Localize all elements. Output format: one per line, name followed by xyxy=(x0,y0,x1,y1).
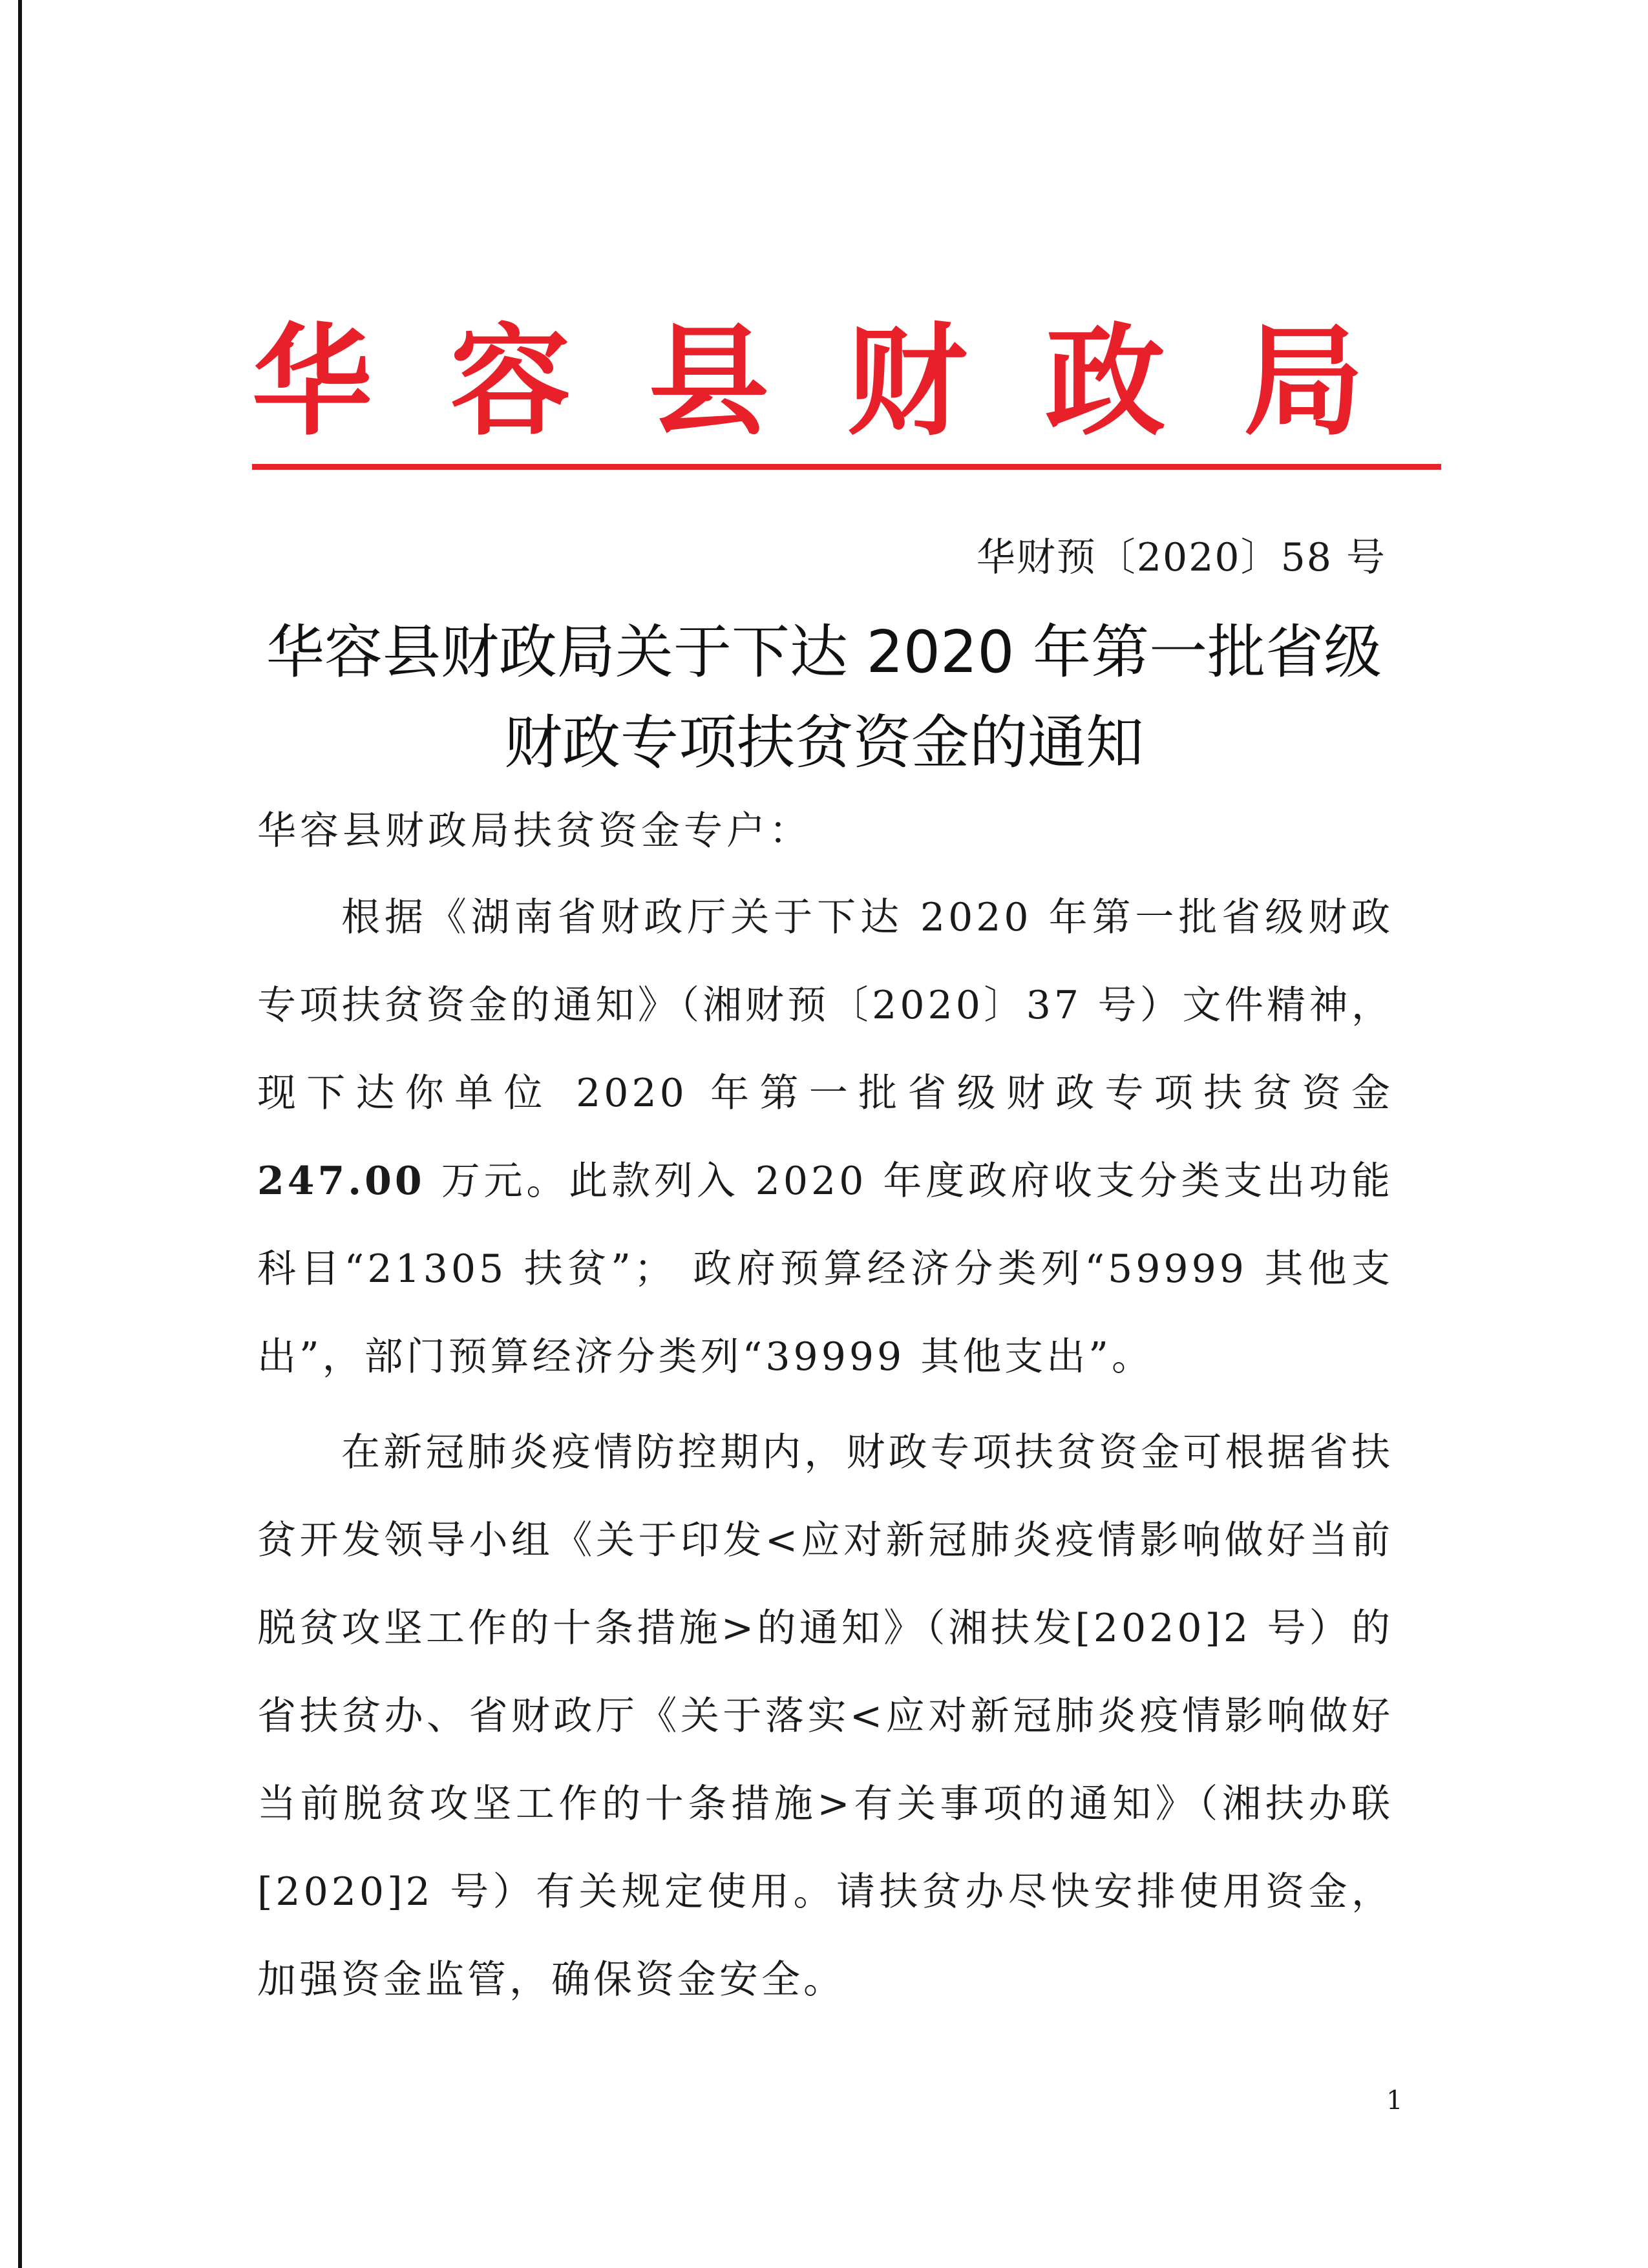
scan-edge-line xyxy=(18,0,22,2268)
letterhead-char: 财 xyxy=(847,310,967,452)
document-title xyxy=(194,607,1454,788)
title-line-1: 华容县财政局关于下达 2020 年第一批省级 xyxy=(266,618,1382,686)
page-number: 1 xyxy=(1386,2086,1403,2116)
letterhead-char: 县 xyxy=(648,310,769,452)
document-number: 华财预〔2020〕58 号 xyxy=(976,535,1386,580)
body-paragraph-2: 在新冠肺炎疫情防控期内，财政专项扶贫资金可根据省扶贫开发领导小组《关于印发<应对新冠肺炎疫情影响做好当前脱贫攻坚工作的十条措施>的通知》（湘扶发[2020]2 号）的省扶贫办、省财政厅《关于落实<应对新冠肺炎疫情影响做好当前脱贫攻坚工作的十条措施>有关事项的通知》（湘扶办联[2020]2 号）有关规定使用。请扶贫办尽快安排使用资金，加强资金监管，确保资金安全。 xyxy=(257,1430,1393,2002)
paragraph-1-text-a: 根据《湖南省财政厅关于下达 2020 年第一批省级财政专项扶贫资金的通知》（湘财预〔2020〕37 号）文件精神，现下达你单位 2020 年第一批省级财政专项扶贫资金 xyxy=(257,895,1393,1116)
letterhead-char: 局 xyxy=(1243,310,1364,452)
addressee: 华容县财政局扶贫资金专户： xyxy=(257,808,812,854)
letterhead-char: 容 xyxy=(450,310,571,452)
letterhead-char: 政 xyxy=(1045,310,1166,452)
letterhead-divider xyxy=(252,464,1441,470)
body-paragraph-1 xyxy=(257,874,1393,1401)
letterhead-title xyxy=(252,304,1364,459)
title-line-2: 财政专项扶贫资金的通知 xyxy=(504,709,1144,777)
paragraph-1-text-b: 万元。此款列入 2020 年度政府收支分类支出功能科目“21305 扶贫”； 政府预算经济分类列“59999 其他支出”，部门预算经济分类列“39999 其他支出”。 xyxy=(257,1159,1393,1380)
fund-amount: 247.00 xyxy=(257,1159,425,1204)
letterhead-char: 华 xyxy=(252,310,373,452)
